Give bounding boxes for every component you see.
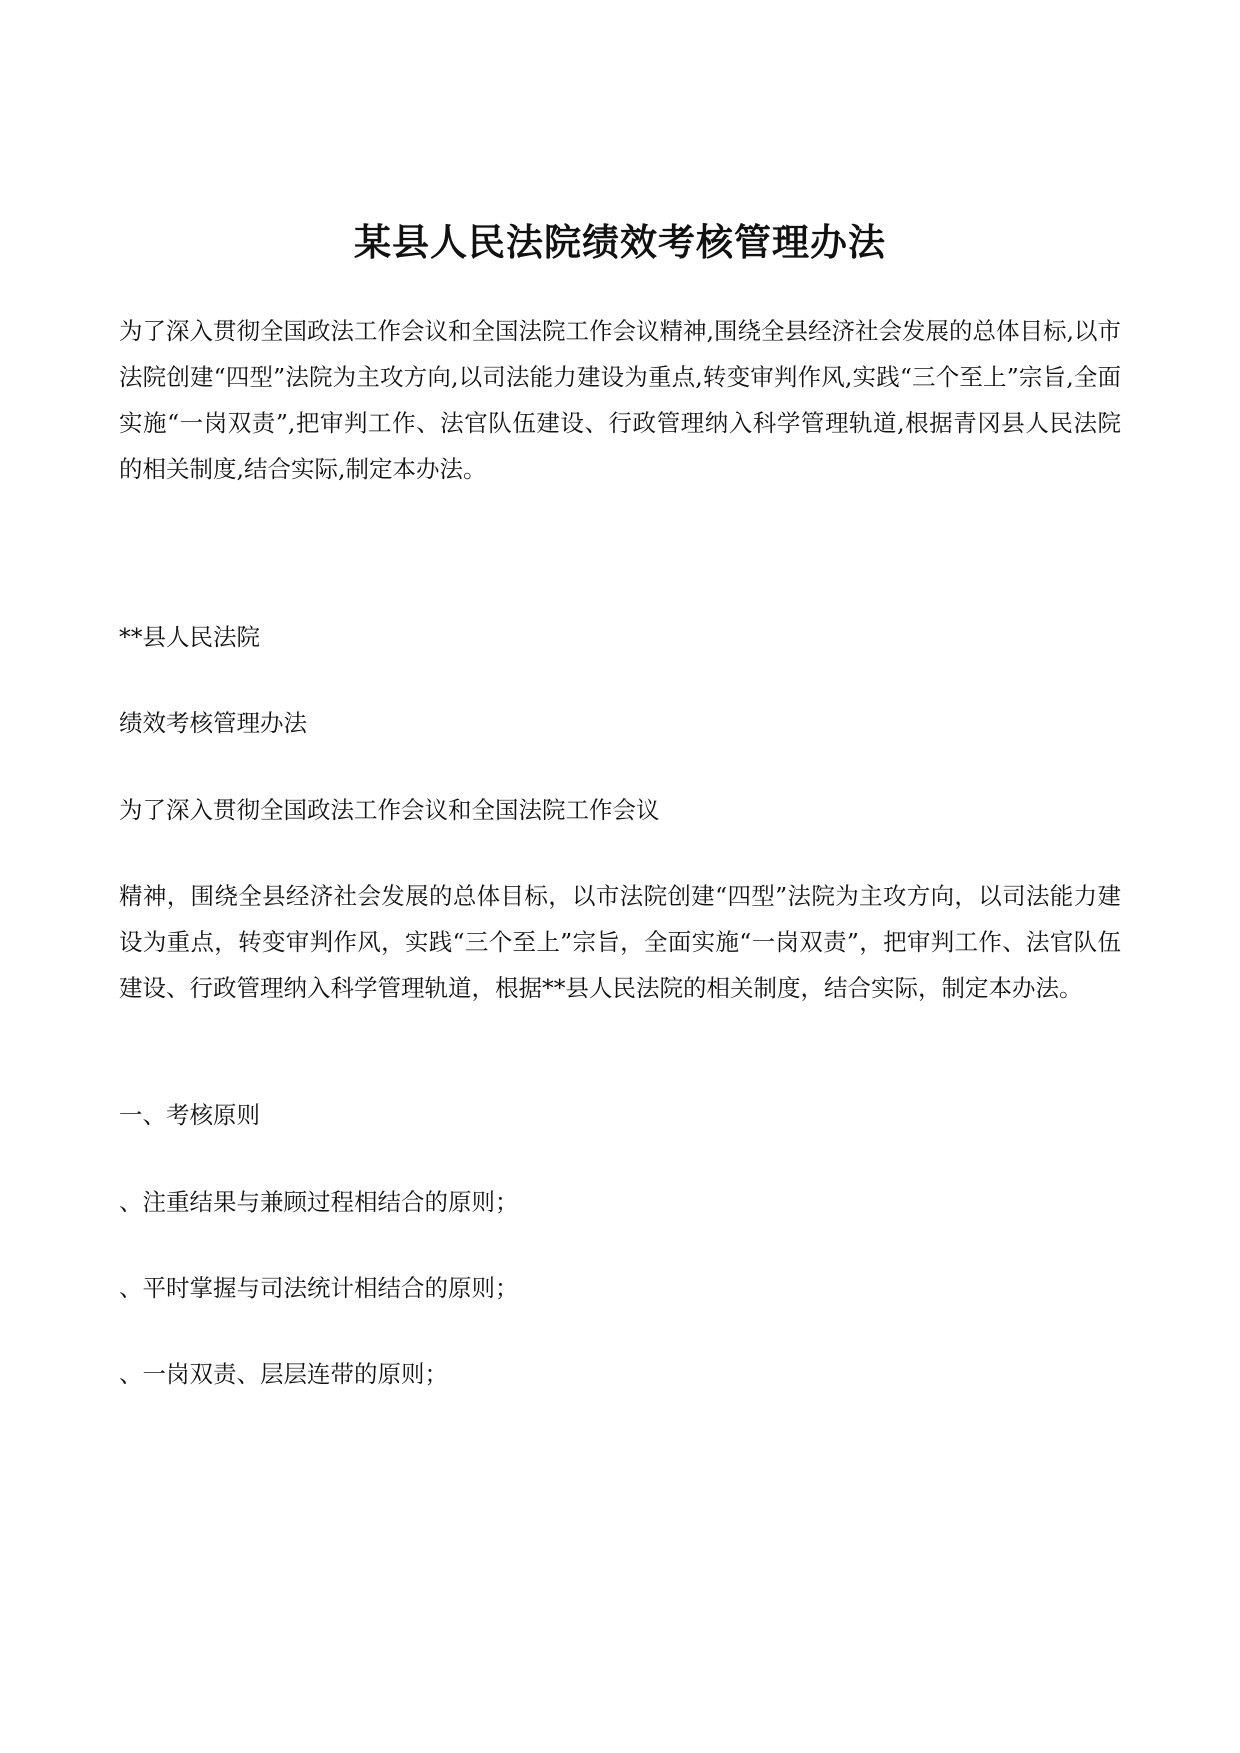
lead-line: 为了深入贯彻全国政法工作会议和全国法院工作会议 <box>119 796 660 824</box>
principle-item: 、一岗双责、层层连带的原则； <box>119 1360 448 1388</box>
subtitle-line: 绩效考核管理办法 <box>119 709 307 737</box>
org-line: **县人民法院 <box>119 623 260 651</box>
principle-item: 、注重结果与兼顾过程相结合的原则； <box>119 1188 519 1216</box>
body-paragraph: 精神，围绕全县经济社会发展的总体目标，以市法院创建“四型”法院为主攻方向，以司法能力建设为重点，转变审判作风，实践“三个至上”宗旨，全面实施“一岗双责”，把审判工作、法官队伍建设、行政管理纳入科学管理轨道，根据**县人民法院的相关制度，结合实际，制定本办法。 <box>119 882 1121 1002</box>
document-title: 某县人民法院绩效考核管理办法 <box>354 220 886 264</box>
section-heading: 一、考核原则 <box>119 1101 260 1129</box>
principle-item: 、平时掌握与司法统计相结合的原则； <box>119 1274 519 1302</box>
intro-paragraph: 为了深入贯彻全国政法工作会议和全国法院工作会议精神,围绕全县经济社会发展的总体目标,以市法院创建“四型”法院为主攻方向,以司法能力建设为重点,转变审判作风,实践“三个至上”宗旨,全面实施“一岗双责”,把审判工作、法官队伍建设、行政管理纳入科学管理轨道,根据青冈县人民法院的相关制度,结合实际,制定本办法。 <box>119 317 1121 483</box>
